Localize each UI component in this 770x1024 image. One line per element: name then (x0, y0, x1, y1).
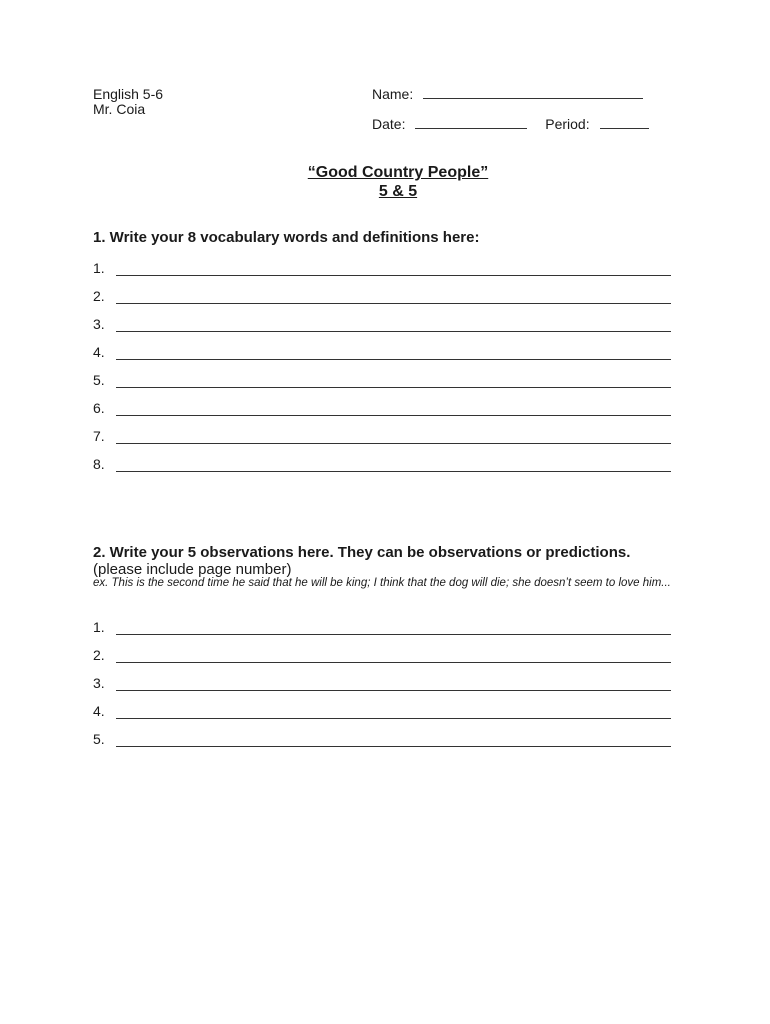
name-blank[interactable] (423, 86, 643, 99)
vocabulary-number: 8. (93, 456, 105, 472)
vocabulary-answer-line[interactable] (116, 303, 671, 304)
vocabulary-number: 2. (93, 288, 105, 304)
observation-row (93, 731, 671, 747)
vocabulary-number: 5. (93, 372, 105, 388)
observation-row (93, 675, 671, 691)
vocabulary-number: 4. (93, 344, 105, 360)
vocabulary-row (93, 260, 671, 276)
vocabulary-row (93, 428, 671, 444)
vocabulary-answer-line[interactable] (116, 359, 671, 360)
observation-number: 2. (93, 647, 105, 663)
observation-number: 3. (93, 675, 105, 691)
course-name: English 5-6 (93, 86, 164, 102)
vocabulary-row (93, 456, 671, 472)
name-label: Name: (372, 86, 414, 102)
vocabulary-answer-line[interactable] (116, 275, 671, 276)
name-field-row (372, 86, 643, 102)
observations-example: ex. This is the second time he said that he will be king; I think that the dog will die; she doesn’t seem to love him... (93, 577, 671, 589)
date-period-row (372, 116, 649, 132)
page-title: “Good Country People” (307, 164, 489, 181)
vocabulary-answer-line[interactable] (116, 387, 671, 388)
vocabulary-number: 1. (93, 260, 105, 276)
observations-heading (93, 544, 653, 578)
observation-row (93, 647, 671, 663)
vocabulary-row (93, 372, 671, 388)
observation-answer-line[interactable] (116, 718, 671, 719)
teacher-name: Mr. Coia (93, 101, 146, 117)
vocabulary-row (93, 288, 671, 304)
vocabulary-row (93, 400, 671, 416)
observations-heading-note: (please include page number) (93, 561, 292, 578)
observations-heading-bold: 2. Write your 5 observations here. They can be observations or predictions. (93, 544, 631, 561)
vocabulary-number: 3. (93, 316, 105, 332)
vocabulary-answer-line[interactable] (116, 331, 671, 332)
observation-number: 1. (93, 619, 105, 635)
observation-answer-line[interactable] (116, 746, 671, 747)
vocabulary-answer-line[interactable] (116, 415, 671, 416)
observation-answer-line[interactable] (116, 662, 671, 663)
observation-row (93, 619, 671, 635)
page-subtitle: 5 & 5 (378, 183, 418, 200)
observation-number: 4. (93, 703, 105, 719)
vocabulary-row (93, 344, 671, 360)
observation-answer-line[interactable] (116, 690, 671, 691)
vocabulary-heading: 1. Write your 8 vocabulary words and definitions here: (93, 229, 480, 246)
observation-answer-line[interactable] (116, 634, 671, 635)
vocabulary-number: 7. (93, 428, 105, 444)
vocabulary-answer-line[interactable] (116, 471, 671, 472)
observation-number: 5. (93, 731, 105, 747)
date-blank[interactable] (415, 116, 527, 129)
vocabulary-answer-line[interactable] (116, 443, 671, 444)
period-blank[interactable] (600, 116, 649, 129)
date-label: Date: (372, 116, 406, 132)
vocabulary-number: 6. (93, 400, 105, 416)
observation-row (93, 703, 671, 719)
period-label: Period: (545, 116, 590, 132)
vocabulary-row (93, 316, 671, 332)
